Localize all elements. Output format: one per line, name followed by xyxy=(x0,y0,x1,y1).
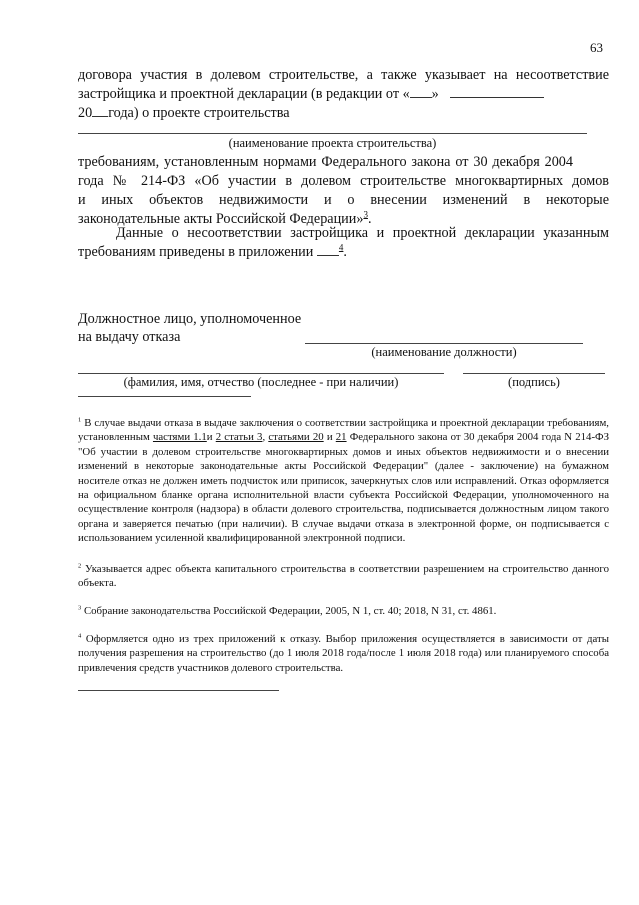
paragraph-2-line-3: и иных объектов недвижимости и о внесении изменений в некоторые xyxy=(78,192,609,208)
footnote-ref-3[interactable]: 3 xyxy=(363,209,368,220)
footnote-4-text: Оформляется одно из трех приложений к отказу. Выбор приложения осуществляется в зависимости от даты получения разрешения на строительство (до 1 июля 2018 года/после 1 июля 2018 года) или планируемого способа привлечения средств участников долевого строительства. xyxy=(78,633,609,674)
appendix-text: требованиям приведены в приложении xyxy=(78,244,317,260)
position-line xyxy=(305,343,583,344)
footnote-1 xyxy=(78,416,609,546)
footnote-1-text-d: и xyxy=(323,431,336,444)
footnote-1-text-b: и xyxy=(206,431,216,444)
footnote-1-text-c: , xyxy=(262,431,269,444)
paragraph-2-line-2: года № 214-ФЗ «Об участии в долевом строительстве многоквартирных домов xyxy=(78,173,609,189)
footnote-4 xyxy=(78,632,609,675)
paragraph-3-period: . xyxy=(343,244,347,260)
edition-date-quote: » xyxy=(431,86,439,102)
law-title-end: законодательные акты Российской Федерации» xyxy=(78,211,364,227)
paragraph-2-line-1: требованиям, установленным нормами Федерального закона от 30 декабря 2004 xyxy=(78,154,573,170)
paragraph-1-line-2 xyxy=(78,85,609,104)
footnote-3-text: Собрание законодательства Российской Федерации, 2005, N 1, ст. 40; 2018, N 31, ст. 4861. xyxy=(81,605,497,617)
signature-caption: (подпись) xyxy=(508,375,560,389)
link-article-20[interactable]: статьями 20 xyxy=(268,431,324,444)
footnote-1-text-e: Федерального закона от 30 декабря 2004 года N 214-ФЗ "Об участии в долевом строительстве многоквартирных домов и иных объектов недвижимости и о внесении изменений в некоторые законодательные акты Российской Федерации" (далее - заключение) на бумажном носителе отказ не должен иметь подчисток или приписок, зачеркнутых слов или исправлений. Отказ оформляется на официальном бланке органа исполнительной власти субъекта Российской Федерации, уполномоченного на осуществление контроля (надзора) в области долевого строительства, подписывается должностным лицом такого органа и заверяется печатью (при наличии). В случае выдачи отказа в электронной форме, он подписывается с использованием усиленной квалифицированной электронной подписи. xyxy=(78,431,609,545)
page-number: 63 xyxy=(590,40,603,55)
paragraph-2-period: . xyxy=(367,211,372,227)
footnote-1-mark: 1 xyxy=(78,416,82,424)
project-name-line xyxy=(78,133,587,134)
paragraph-1-line-1: договора участия в долевом строительстве, а также указывает на несоответствие xyxy=(78,67,609,83)
footnote-2-text: Указывается адрес объекта капитального строительства в соответствии разрешением на строительство данного объекта. xyxy=(78,563,609,590)
appendix-number-blank xyxy=(317,255,339,256)
footnote-2-mark: 2 xyxy=(78,562,82,570)
paragraph-3-line-2 xyxy=(78,243,347,262)
name-continuation-line xyxy=(78,396,251,397)
official-label-line-2: на выдачу отказа xyxy=(78,329,181,345)
edition-year-blank xyxy=(92,116,108,117)
full-name-line xyxy=(78,373,444,374)
edition-date-prefix: застройщика и проектной декларации (в редакции от « xyxy=(78,86,410,102)
link-parts-1-1[interactable]: частями 1.1 xyxy=(152,431,207,444)
project-name-caption: (наименование проекта строительства) xyxy=(228,136,437,150)
paragraph-3-line-1: Данные о несоответствии застройщика и проектной декларации указанным xyxy=(116,225,609,241)
footnote-4-mark: 4 xyxy=(78,632,82,640)
link-article-3-part-2[interactable]: 2 статьи 3 xyxy=(215,431,263,444)
footnotes-end-line xyxy=(78,690,279,691)
edition-year-suffix: года) о проекте строительства xyxy=(108,105,290,121)
official-label-line-1: Должностное лицо, уполномоченное xyxy=(78,311,302,327)
edition-year-prefix: 20 xyxy=(78,105,93,121)
position-caption: (наименование должности) xyxy=(371,345,517,359)
footnote-2 xyxy=(78,562,609,591)
edition-month-blank xyxy=(450,97,544,98)
paragraph-1-line-3 xyxy=(78,104,290,123)
edition-day-blank xyxy=(410,97,432,98)
footnote-3 xyxy=(78,604,609,618)
footnote-ref-4[interactable]: 4 xyxy=(338,242,344,253)
footnote-3-mark: 3 xyxy=(78,604,82,612)
link-article-21[interactable]: 21 xyxy=(335,431,347,444)
footnote-1-text-a: В случае выдачи отказа в выдаче заключения о соответствии застройщика и проектной декларации требованиям, установленным xyxy=(78,417,609,444)
signature-line xyxy=(463,373,605,374)
full-name-caption: (фамилия, имя, отчество (последнее - при наличии) xyxy=(123,375,399,389)
